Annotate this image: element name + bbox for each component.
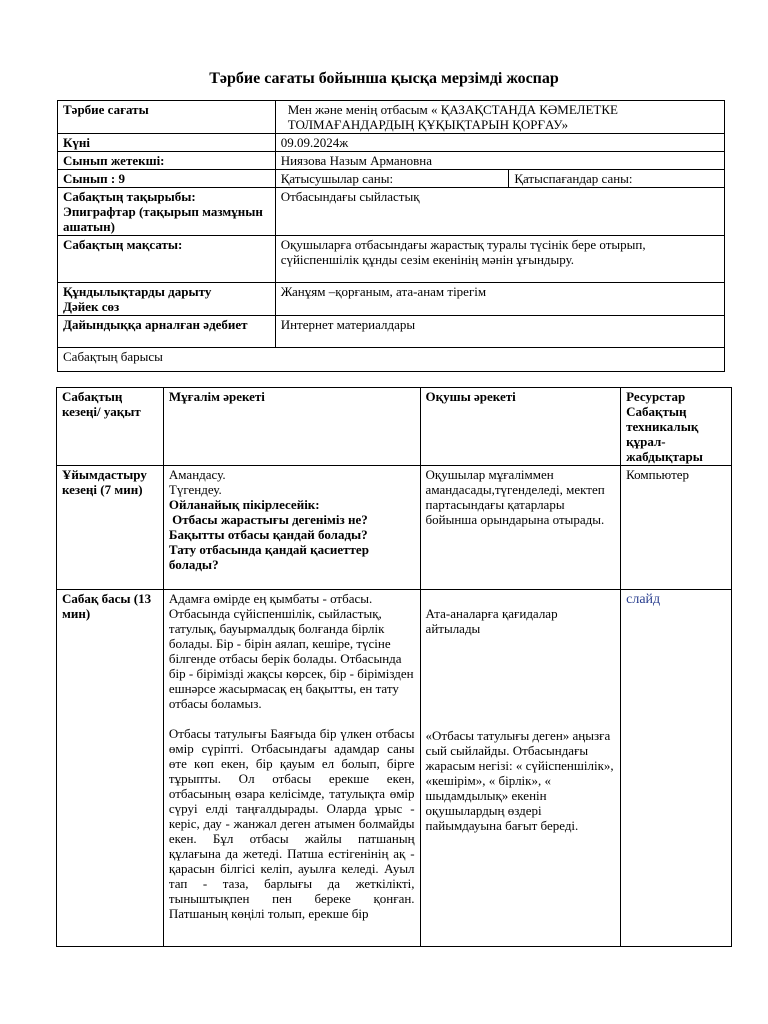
plan-row-values xyxy=(58,283,725,316)
teacher-label: Сынып жетекші: xyxy=(58,152,276,170)
plan-info-table xyxy=(57,100,725,372)
student-start xyxy=(420,590,621,947)
lesson-row-organize xyxy=(57,466,732,590)
header-stage: Сабақтың кезеңі/ уақыт xyxy=(57,388,164,466)
lesson-header-row xyxy=(57,388,732,466)
student-start-paragraph: «Отбасы татулығы деген» аңызға сый сыйлайды. Отбасындағы жарасым негізі: « сүйіспеншілік», «кешірім», « бірлік», « шыдамдылық» екенін оқушылардың өздері пайымдауына бағыт береді. xyxy=(425,728,614,833)
plan-row-literature xyxy=(58,316,725,348)
literature-label: Дайындыққа арналған әдебиет xyxy=(58,316,276,348)
teacher-start xyxy=(163,590,420,947)
teacher-organize-line: Түгендеу. xyxy=(168,482,222,497)
plan-row-lesson-topic xyxy=(58,188,725,236)
lesson-table xyxy=(56,387,732,947)
resources-start xyxy=(621,590,732,947)
student-organize: Оқушылар мұғаліммен амандасады,түгенделеді, мектеп партасындағы қатарлары бойынша орындарына отырады. xyxy=(420,466,621,590)
plan-row-goal xyxy=(58,236,725,283)
stage-organize: Ұйымдастыру кезеңі (7 мин) xyxy=(57,466,164,590)
teacher-organize-line: Амандасу. xyxy=(168,467,226,482)
resources-organize: Компьютер xyxy=(621,466,732,590)
epigraph-label: Эпиграфтар (тақырып мазмұнын ашатын) xyxy=(63,204,263,234)
literature-value: Интернет материалдары xyxy=(275,316,724,348)
plan-row-progress xyxy=(58,348,725,372)
goal-value: Оқушыларға отбасындағы жарастық туралы түсінік бере отырып, сүйіспеншілік құнды сезім екенінің мәнін ұғындыру. xyxy=(275,236,724,283)
absent-label: Қатыспағандар саны: xyxy=(509,170,725,188)
header-teacher: Мұғалім әрекеті xyxy=(163,388,420,466)
lesson-topic-label xyxy=(58,188,276,236)
teacher-start-story: Отбасы татулығы Баяғыда бір үлкен отбасы өмір сүріпті. Отбасындағы адамдар саны өте көп екен, бір қауым ел болып, бірге тұрыпты. Ол отбасы ерекше екен, отбасының өзара келісімде, татулықта өмір сүруі елді таңғалдырады. Оларда ұрыс - керіс, дау - жанжал деген атымен болмайды екен. Бұл отбасы жайлы патшаның құлағына да жетеді. Патша естігенінің ақ - қарасын білгісі келіп, ауылға келеді. Ауыл тап - таза, барлығы да жеткілікті, тыныштықпен пен береке қонған. Патшаның көңілі толып, ерекше бір xyxy=(168,726,415,921)
lesson-row-start xyxy=(57,590,732,947)
teacher-organize-question: Бақытты отбасы қандай болады? xyxy=(168,527,368,542)
plan-row-date xyxy=(58,134,725,152)
date-label: Күні xyxy=(58,134,276,152)
values-label xyxy=(58,283,276,316)
plan-row-topic xyxy=(58,101,725,134)
progress-label: Сабақтың барысы xyxy=(58,348,725,372)
plan-row-class xyxy=(58,170,725,188)
date-value: 09.09.2024ж xyxy=(275,134,724,152)
present-label: Қатысушылар саны: xyxy=(275,170,509,188)
plan-row-teacher xyxy=(58,152,725,170)
topic-label: Тәрбие сағаты xyxy=(58,101,276,134)
teacher-organize xyxy=(163,466,420,590)
teacher-organize-question: Отбасы жарастығы дегеніміз не? xyxy=(168,512,368,527)
stage-start: Сабақ басы (13 мин) xyxy=(57,590,164,947)
teacher-organize-question: Ойланайық пікірлесейік: xyxy=(168,497,320,512)
header-resources: Ресурстар Сабақтың техникалық құрал-жабдықтары xyxy=(621,388,732,466)
paragraph-spacer xyxy=(169,711,415,726)
teacher-start-paragraph: Адамға өмірде ең қымбаты - отбасы. Отбасында сүйіспеншілік, сыйластық, татулық, бауырмалдық болғанда бірлік болады. Бір - бірін аялап, кешіре, түсіне білгенде отбасы берік болады. Отбасында бір - бірімізді жақсы көрсек, бір - бірімізден ешнәрсе жасырмасақ ең бақытты, ен тату отбасы боламыз. xyxy=(168,591,414,711)
values-label-main: Құндылықтарды дарыту xyxy=(63,284,212,299)
goal-label: Сабақтың мақсаты: xyxy=(58,236,276,283)
teacher-value: Ниязова Назым Армановна xyxy=(275,152,724,170)
class-label: Сынып : 9 xyxy=(58,170,276,188)
student-start-paragraph: Ата-аналарға қағидалар айтылады xyxy=(425,606,558,636)
slide-resource-link[interactable]: слайд xyxy=(626,592,661,607)
quote-label: Дәйек сөз xyxy=(63,299,120,314)
teacher-organize-question: Тату отбасында қандай қасиеттер болады? xyxy=(168,542,369,572)
values-value: Жанұям –қорғаным, ата-анам тірегім xyxy=(275,283,724,316)
topic-value: Мен және менің отбасым « ҚАЗАҚСТАНДА КӘМЕЛЕТКЕ ТОЛМАҒАНДАРДЫҢ ҚҰҚЫҚТАРЫН ҚОРҒАУ» xyxy=(275,101,724,134)
lesson-topic-value: Отбасындағы сыйластық xyxy=(275,188,724,236)
header-student: Оқушы әрекеті xyxy=(420,388,621,466)
lesson-topic-label-main: Сабақтың тақырыбы: xyxy=(63,189,196,204)
page-title: Тәрбие сағаты бойынша қысқа мерзімді жоспар xyxy=(209,70,559,87)
